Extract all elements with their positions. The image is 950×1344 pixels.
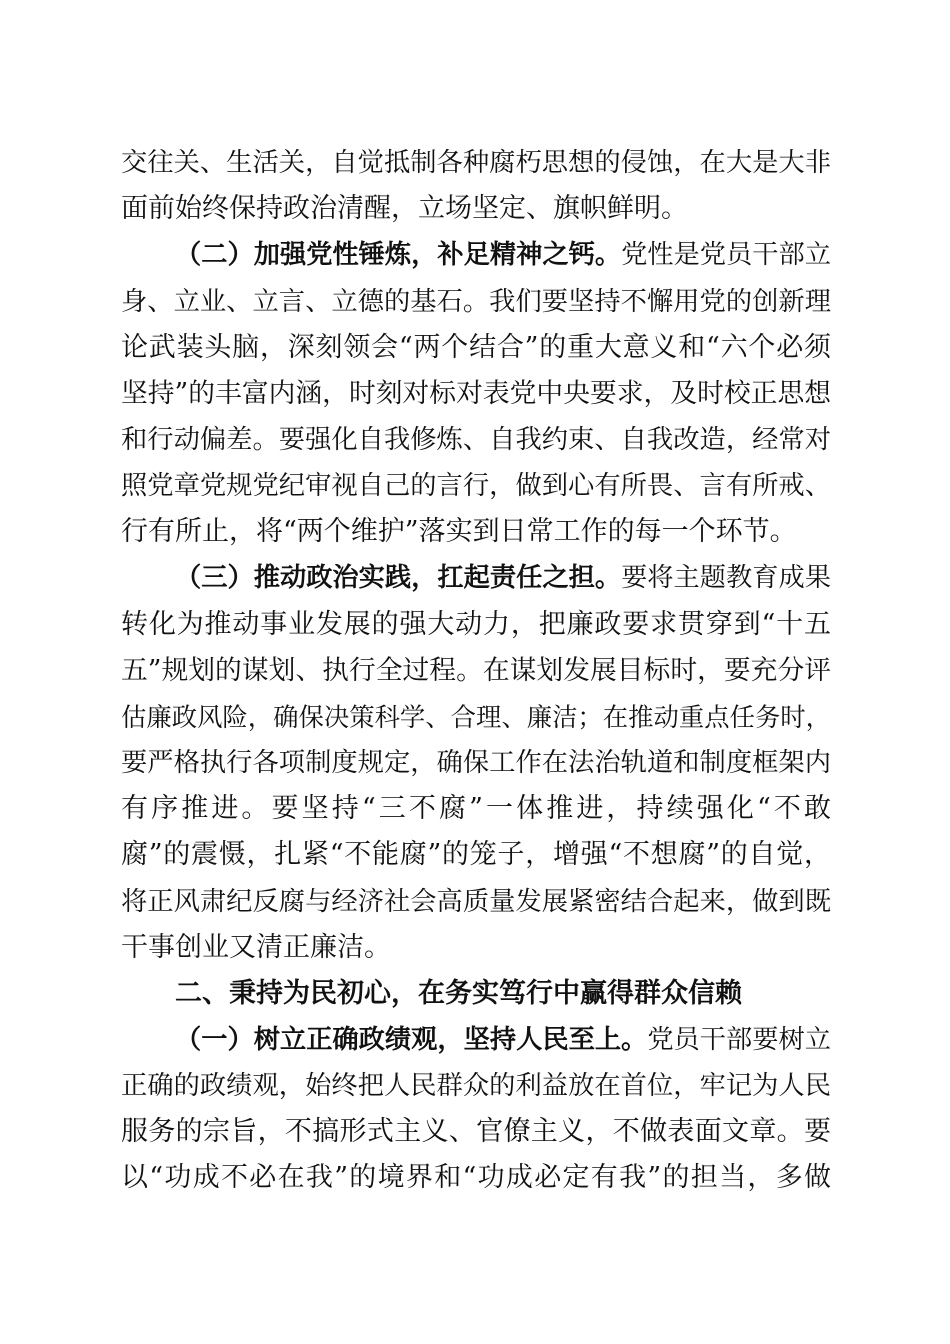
text-line: 和行动偏差。要强化自我修炼、自我约束、自我改造，经常对 bbox=[121, 425, 831, 455]
text-line: 干事创业又清正廉洁。 bbox=[121, 932, 391, 963]
text-line: 面前始终保持政治清醒，立场坚定、旗帜鲜明。 bbox=[121, 193, 688, 224]
text-line: 交往关、生活关，自觉抵制各种腐朽思想的侵蚀，在大是大非 bbox=[121, 148, 831, 178]
text-line: 将正风肃纪反腐与经济社会高质量发展紧密结合起来，做到既 bbox=[121, 887, 831, 917]
text-line: 有序推进。要坚持“三不腐”一体推进，持续强化“不敢 bbox=[121, 793, 831, 824]
section-heading: 二、秉持为民初心，在务实笃行中赢得群众信赖 bbox=[175, 978, 742, 1009]
text-line: 估廉政风险，确保决策科学、合理、廉洁；在推动重点任务时， bbox=[121, 702, 831, 732]
bold-subheading: （三）推动政治实践，扛起责任之担。 bbox=[175, 562, 622, 593]
text-run: 党员干部要树立 bbox=[647, 1025, 831, 1055]
text-line: 要严格执行各项制度规定，确保工作在法治轨道和制度框架内 bbox=[121, 748, 831, 778]
bold-subheading: （一）树立正确政绩观，坚持人民至上。 bbox=[175, 1024, 648, 1055]
paragraph-heading-line bbox=[175, 558, 831, 598]
text-run: 党性是党员干部立 bbox=[621, 240, 831, 270]
text-line: 五”规划的谋划、执行全过程。在谋划发展目标时，要充分评 bbox=[121, 655, 831, 686]
text-line: 以“功成不必在我”的境界和“功成必定有我”的担当，多做 bbox=[121, 1162, 831, 1193]
text-line: 论武装头脑，深刻领会“两个结合”的重大意义和“六个必须 bbox=[121, 332, 831, 363]
paragraph-heading-line bbox=[175, 1020, 831, 1060]
text-line: 照党章党规党纪审视自己的言行，做到心有所畏、言有所戒、 bbox=[121, 471, 831, 501]
text-line: 身、立业、立言、立德的基石。我们要坚持不懈用党的创新理 bbox=[121, 287, 831, 317]
text-line: 腐”的震慑，扎紧“不能腐”的笼子，增强“不想腐”的自觉， bbox=[121, 839, 831, 870]
bold-subheading: （二）加强党性锤炼，补足精神之钙。 bbox=[175, 239, 622, 270]
text-run: 要将主题教育成果 bbox=[621, 563, 831, 593]
text-line: 正确的政绩观，始终把人民群众的利益放在首位，牢记为人民 bbox=[121, 1071, 831, 1101]
text-line: 服务的宗旨，不搞形式主义、官僚主义，不做表面文章。要 bbox=[121, 1116, 831, 1147]
text-line: 行有所止，将“两个维护”落实到日常工作的每一个环节。 bbox=[121, 516, 797, 547]
paragraph-heading-line bbox=[175, 235, 831, 275]
text-line: 转化为推动事业发展的强大动力，把廉政要求贯穿到“十五 bbox=[121, 609, 831, 640]
text-line: 坚持”的丰富内涵，时刻对标对表党中央要求，及时校正思想 bbox=[121, 378, 831, 409]
